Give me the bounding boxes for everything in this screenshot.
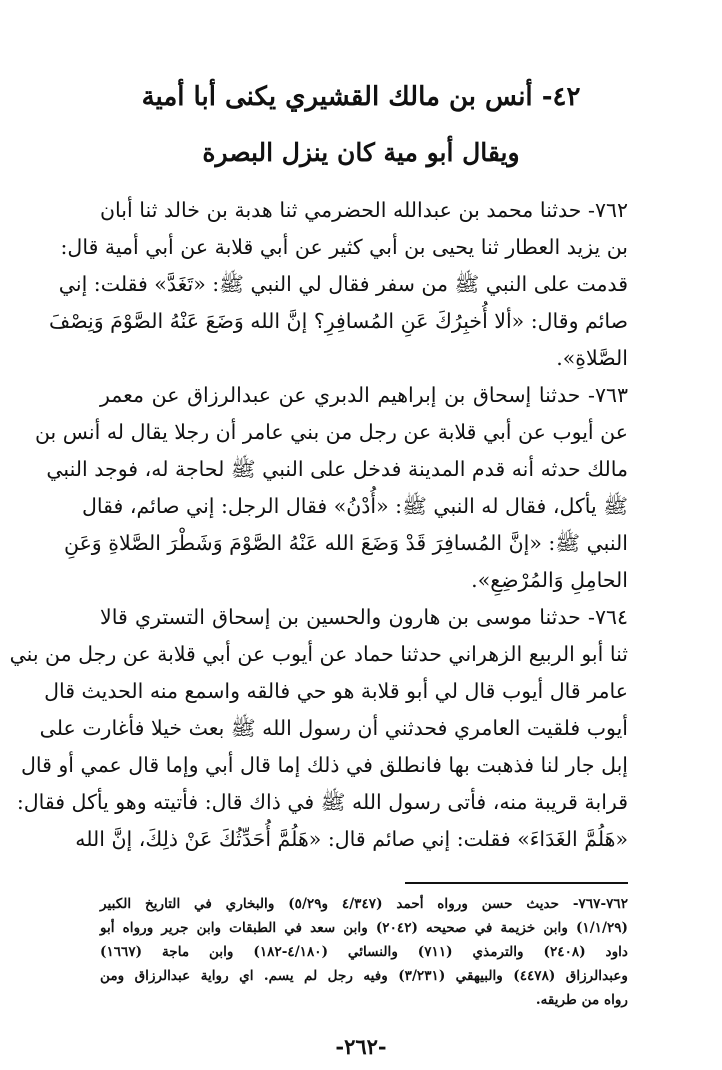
- text-line: «هَلُمَّ الغَدَاءَ» فقلت: إني صائم قال: «هَلُمَّ أُحَدِّثُكَ عَنْ ذلِكَ، إنَّ الله: [75, 827, 628, 851]
- text-line: عامر قال أيوب قال لي أبو قلابة هو حي فالقه واسمع منه الحديث قال: [44, 679, 628, 703]
- footnote-line: ٧٦٢-٧٦٧- حديث حسن ورواه أحمد (٤/٣٤٧ و٥/٢٩) والبخاري في التاريخ الكبير: [100, 896, 628, 912]
- text-line: أيوب فلقيت العامري فحدثني أن رسول الله ﷺ بعث خيلا فأغارت على: [39, 716, 628, 740]
- text-line: قرابة قريبة منه، فأتى رسول الله ﷺ في ذاك قال: فأتيته وهو يأكل فقال:: [16, 790, 628, 814]
- footnote-line: (١/١/٢٩) وابن خزيمة في صحيحه (٢٠٤٢) وابن سعد في الطبقات وابن جرير ورواه أبو: [100, 920, 628, 936]
- text-line: ٧٦٣- حدثنا إسحاق بن إبراهيم الدبري عن عبدالرزاق عن معمر: [100, 383, 628, 407]
- chapter-heading: ٤٢- أنس بن مالك القشيري يكنى أبا أمية: [141, 82, 581, 112]
- text-line: ٧٦٢- حدثنا محمد بن عبدالله الحضرمي ثنا هدبة بن خالد ثنا أبان: [100, 198, 628, 222]
- text-line: إبل جار لنا فذهبت بها فانطلق في ذلك إما قال أبي وإما قال عمي أو قال: [20, 753, 628, 777]
- text-line: ٧٦٤- حدثنا موسى بن هارون والحسين بن إسحاق التستري قالا: [100, 605, 628, 629]
- text-line: صائم وقال: «ألا أُخبِرُكَ عَنِ المُسافِرِ؟ إنَّ الله وَضَعَ عَنْهُ الصَّوْمَ وَنِصْفَ: [49, 309, 628, 333]
- text-line: قدمت على النبي ﷺ من سفر فقال لي النبي ﷺ: «تَغَدَّ» فقلت: إني: [58, 272, 628, 296]
- text-line: عن أيوب عن أبي قلابة عن رجل من بني عامر أن رجلا يقال له أنس بن: [34, 420, 628, 444]
- footnote-line: داود (٢٤٠٨) والترمذي (٧١١) والنسائي (٤/١٨٠-١٨٢) وابن ماجة (١٦٦٧): [100, 944, 628, 960]
- text-line: الصَّلاةِ».: [556, 346, 628, 370]
- text-line: بن يزيد العطار ثنا يحيى بن أبي كثير عن أبي قلابة عن أبي أمية قال:: [60, 235, 628, 259]
- text-line: الحامِلِ وَالمُرْضِعِ».: [471, 568, 628, 592]
- text-line: ﷺ يأكل، فقال له النبي ﷺ: «أُدْنُ» فقال الرجل: إني صائم، فقال: [82, 494, 628, 518]
- page-number: -٢٦٢-: [335, 1034, 387, 1059]
- footnote-line: رواه من طريقه.: [535, 992, 628, 1008]
- text-line: النبي ﷺ: «إنَّ المُسافِرَ قَدْ وَضَعَ الله عَنْهُ الصَّوْمَ وَشَطْرَ الصَّلاةِ وَعَنِ: [63, 531, 628, 555]
- footnote-divider: [405, 882, 628, 884]
- chapter-subheading: ويقال أبو مية كان ينزل البصرة: [202, 138, 520, 167]
- text-line: مالك حدثه أنه قدم المدينة فدخل على النبي ﷺ لحاجة له، فوجد النبي: [46, 457, 628, 481]
- text-line: ثنا أبو الربيع الزهراني حدثنا حماد عن أيوب عن أبي قلابة عن رجل من بني: [9, 642, 628, 666]
- footnote-line: وعبدالرزاق (٤٤٧٨) والبيهقي (٣/٢٣١) وفيه رجل لم يسم. اي رواية عبدالرزاق ومن: [100, 968, 628, 984]
